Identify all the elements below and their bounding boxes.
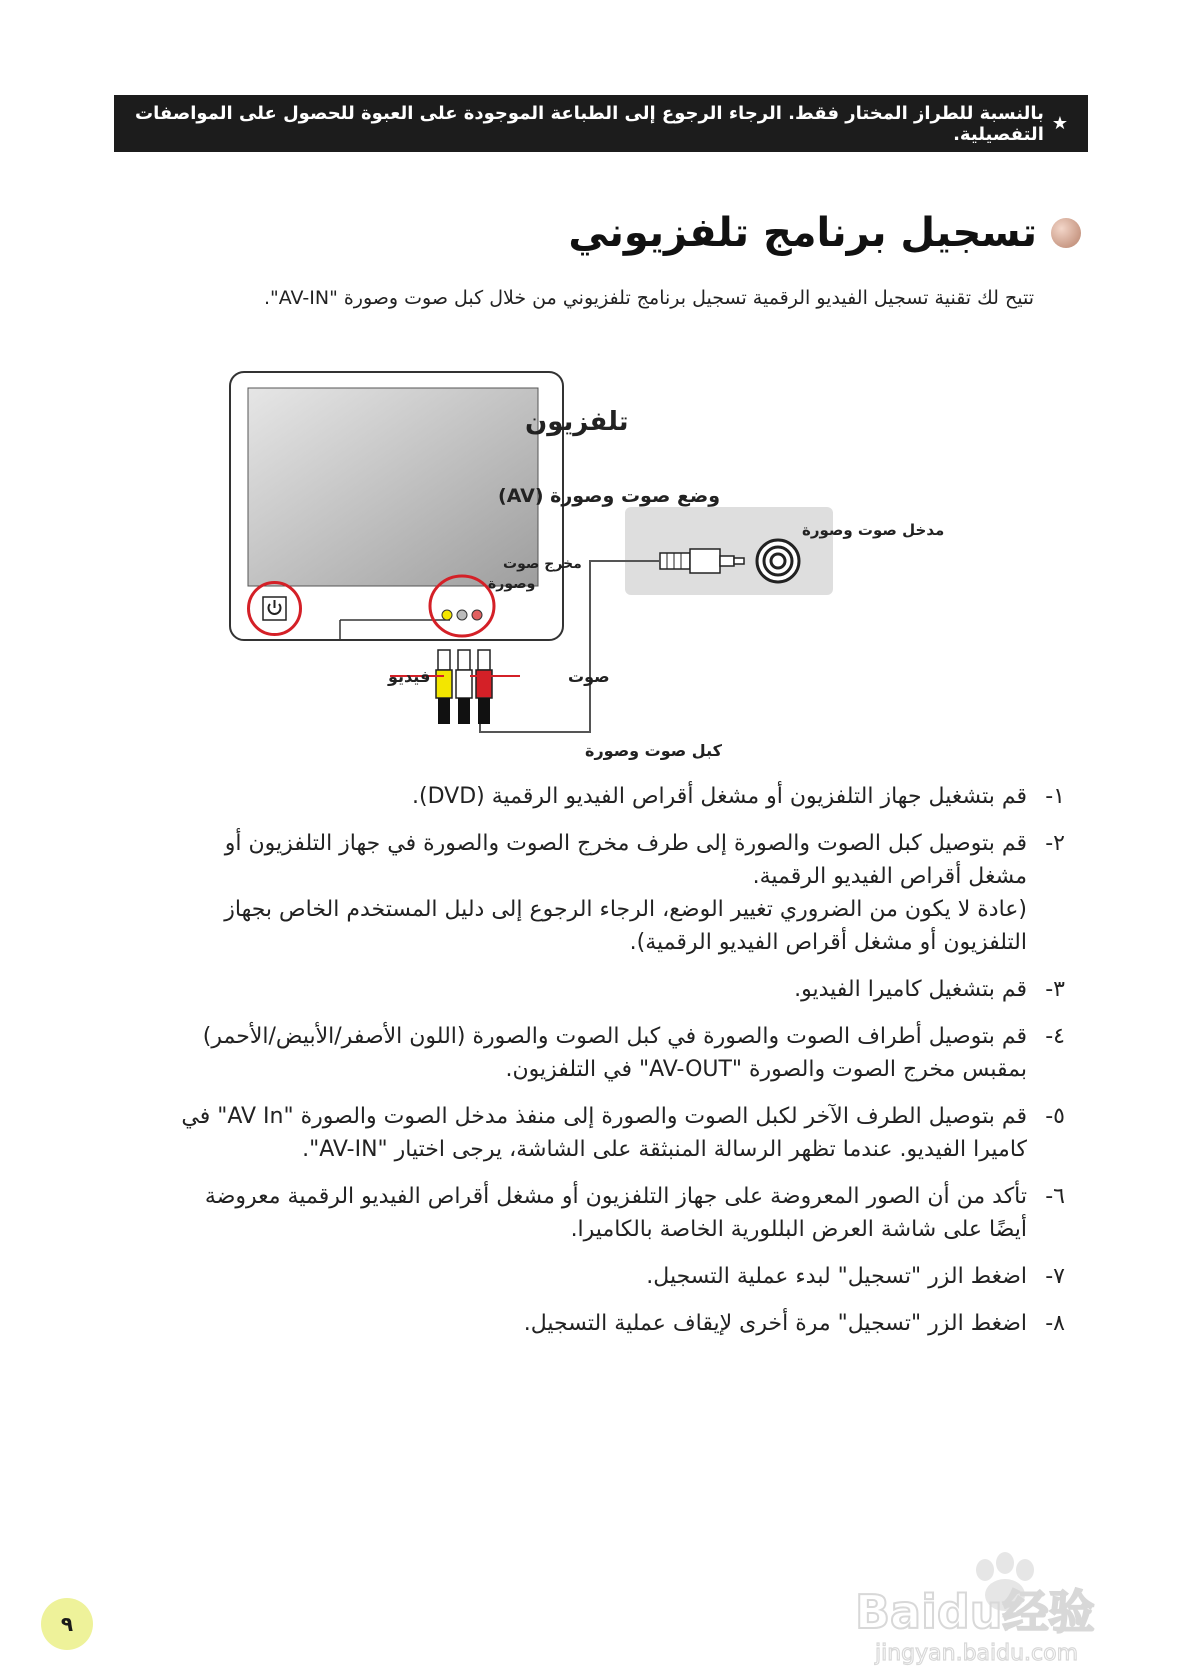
- tv-output-label-2: وصورة: [488, 576, 536, 592]
- list-item: [165, 780, 1065, 813]
- step-number: ٦-: [1045, 1184, 1065, 1209]
- step-text: تأكد من أن الصور المعروضة على جهاز التلفزيون أو مشغل أقراص الفيديو الرقمية معروضة أيضًا على شاشة العرض البللورية الخاصة بالكاميرا.: [204, 1184, 1027, 1242]
- av-in-jack-icon: [757, 540, 799, 582]
- tv-title: تلفزيون: [525, 407, 629, 437]
- list-item: [165, 1020, 1065, 1086]
- notice-banner: [114, 95, 1088, 152]
- step-text: قم بتوصيل كبل الصوت والصورة إلى طرف مخرج الصوت والصورة في جهاز التلفزيون أو مشغل أقراص الفيديو الرقمية.: [224, 831, 1027, 889]
- page-number-badge: [41, 1598, 93, 1650]
- audio-label: صوت: [568, 667, 610, 686]
- list-item: [165, 1260, 1065, 1293]
- step-text: قم بتوصيل الطرف الآخر لكبل الصوت والصورة إلى منفذ مدخل الصوت والصورة "AV In" في كاميرا الفيديو. عندما تظهر الرسالة المنبثقة على الشاشة، يرجى اختيار "AV-IN".: [181, 1104, 1027, 1162]
- video-label: فيديو: [388, 667, 431, 686]
- av-output-jacks: [442, 610, 482, 620]
- page-number: ٩: [60, 1612, 74, 1636]
- list-item: [165, 1100, 1065, 1166]
- instruction-steps: [165, 780, 1065, 1354]
- rca-plugs: [436, 650, 492, 724]
- step-text: قم بتشغيل جهاز التلفزيون أو مشغل أقراص الفيديو الرقمية (DVD).: [412, 784, 1027, 809]
- connection-diagram: [220, 360, 945, 770]
- step-number: ٨-: [1045, 1311, 1065, 1336]
- section-title: تسجيل برنامج تلفزيوني: [568, 210, 1037, 256]
- step-number: ١-: [1045, 784, 1065, 809]
- tv-output-label-1: مخرج صوت: [503, 556, 582, 572]
- step-body: [165, 827, 1027, 959]
- step-note: (عادة لا يكون من الضروري تغيير الوضع، الرجاء الرجوع إلى دليل المستخدم الخاص بجهاز التلفزيون أو مشغل أقراص الفيديو الرقمية).: [224, 897, 1027, 955]
- list-item: [165, 827, 1065, 959]
- rca-yellow-plug: [436, 650, 452, 724]
- cable-label: كبل صوت وصورة: [585, 741, 722, 760]
- list-item: [165, 1180, 1065, 1246]
- section-header: [568, 198, 1081, 268]
- intro-text: تتيح لك تقنية تسجيل الفيديو الرقمية تسجيل برنامج تلفزيوني من خلال كبل صوت وصورة "AV-IN".: [263, 287, 1034, 309]
- watermark-url: jingyan.baidu.com: [875, 1641, 1079, 1666]
- watermark-brand: Baidu经验: [855, 1585, 1095, 1639]
- star-icon: ★: [1051, 113, 1068, 134]
- step-number: ٤-: [1045, 1024, 1065, 1049]
- step-number: ٧-: [1045, 1264, 1065, 1289]
- step-text: قم بتوصيل أطراف الصوت والصورة في كبل الصوت والصورة (اللون الأصفر/الأبيض/الأحمر) بمقبس مخرج الصوت والصورة "AV-OUT" في التلفزيون.: [202, 1024, 1027, 1082]
- step-number: ٥-: [1045, 1104, 1065, 1129]
- list-item: [165, 1307, 1065, 1340]
- list-item: [165, 973, 1065, 1006]
- step-text: قم بتشغيل كاميرا الفيديو.: [794, 977, 1027, 1002]
- step-number: ٣-: [1045, 977, 1065, 1002]
- watermark-logo: [845, 1530, 1145, 1670]
- step-number: ٢-: [1045, 831, 1065, 856]
- tv-screen: [248, 388, 538, 586]
- rca-red-plug: [476, 650, 492, 724]
- notice-text: بالنسبة للطراز المختار فقط. الرجاء الرجوع إلى الطباعة الموجودة على العبوة للحصول على المواصفات التفصيلية.: [135, 102, 1044, 145]
- step-text: اضغط الزر "تسجيل" لبدء عملية التسجيل.: [646, 1264, 1027, 1289]
- tv-mode-label: وضع صوت وصورة (AV): [498, 485, 721, 507]
- rca-white-plug: [456, 650, 472, 724]
- step-text: اضغط الزر "تسجيل" مرة أخرى لإيقاف عملية التسجيل.: [523, 1311, 1027, 1336]
- bullet-icon: [1051, 218, 1081, 248]
- camera-input-label: مدخل صوت وصورة: [802, 521, 945, 539]
